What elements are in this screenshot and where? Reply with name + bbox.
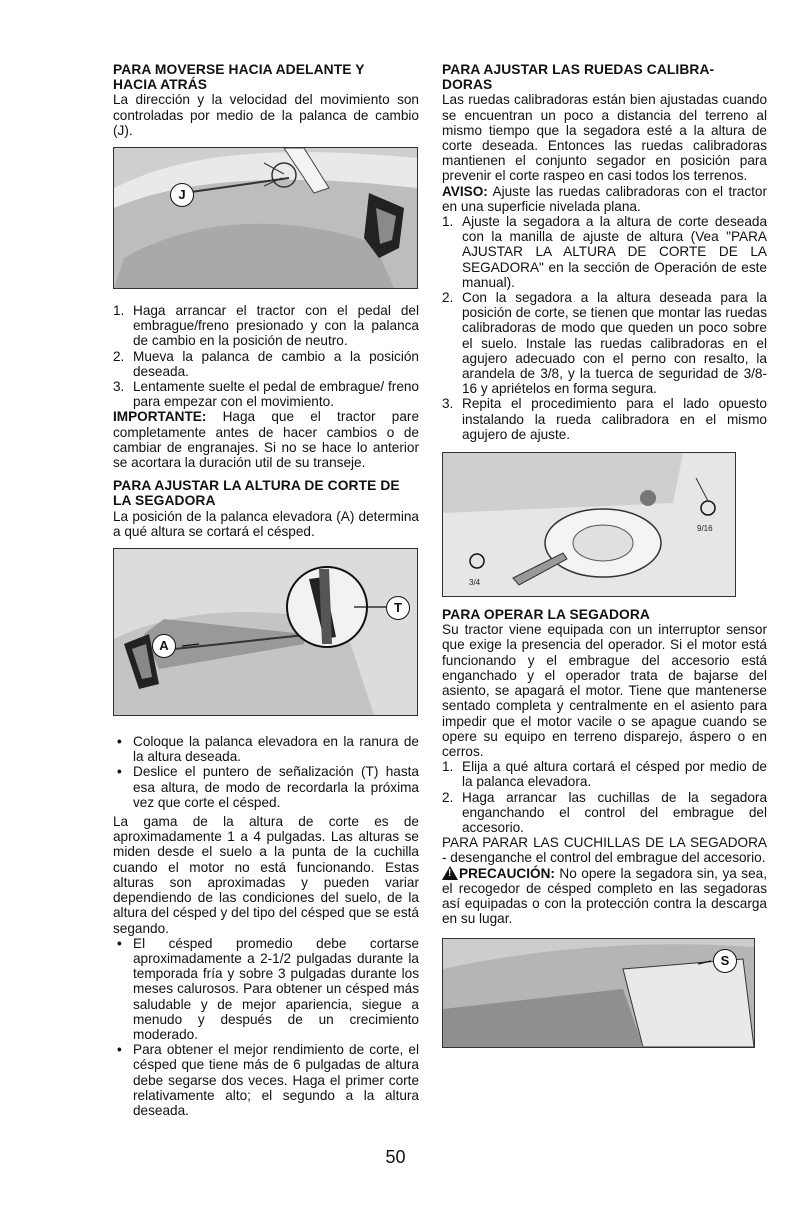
step-number: 3. — [113, 379, 125, 395]
callout-label-j: J — [170, 183, 194, 207]
step-text: Repita el procedimiento para el lado opuesto instalando la rueda calibradora en el mismo agujero de ajuste. — [462, 396, 767, 442]
step-item — [442, 214, 767, 290]
step-item — [113, 379, 419, 409]
step-text: Elija a qué altura cortará el césped por medio de la palanca elevadora. — [462, 759, 767, 790]
bullet-dot-icon: • — [117, 935, 122, 951]
gauge-wheel-illustration — [443, 453, 735, 596]
callout-label-a: A — [152, 634, 176, 658]
heading-operate-mower: PARA OPERAR LA SEGADORA — [442, 607, 650, 623]
bullet-dot-icon: • — [117, 1042, 122, 1058]
important-note — [113, 409, 419, 470]
heading-line: LA SEGADORA — [113, 493, 216, 509]
page-number: 50 — [385, 1147, 406, 1167]
important-text: Haga que el tractor pare completamente antes de hacer cambios o de cambiar de engranajes. Si no se hace lo anterior se acortara la duración util de su transeje. — [113, 409, 419, 471]
dimension-label-9-16: 9/16 — [697, 524, 713, 534]
bullet-text: Para obtener el mejor rendimiento de corte, el césped que tiene más de 6 pulgadas de altura debe segarse dos veces. Haga el primer corte relativamente alto; el segundo a la altura deseada. — [133, 1042, 419, 1118]
callout-label-s: S — [713, 949, 737, 973]
important-label: IMPORTANTE: — [113, 409, 207, 425]
left-column — [113, 62, 419, 1118]
dimension-label-3-4: 3/4 — [469, 578, 481, 588]
lift-lever-figure — [113, 548, 418, 716]
step-item — [113, 349, 419, 379]
heading-line: DORAS — [442, 77, 493, 93]
heading-line: PARA MOVERSE HACIA ADELANTE Y — [113, 62, 365, 77]
bullet-item — [113, 936, 419, 1042]
bullet-dot-icon: • — [117, 734, 122, 750]
heading-cutting-height — [113, 478, 419, 508]
discharge-illustration — [443, 939, 754, 1047]
operate-mower-steps — [442, 759, 767, 835]
cutting-range-paragraph: La gama de la altura de corte es de aproximadamente 1 a 4 pulgadas. Las alturas se miden desde el suelo a la punta de la cuchilla cuando el motor no está funcionando. Estas alturas son aproximadas y pueden variar dependiendo de las condiciones del suelo, de la altura del césped y del tipo del césped que se está segando. — [113, 814, 419, 936]
step-item — [442, 790, 767, 836]
aviso-text: Ajuste las ruedas calibradoras con el tractor en una superficie nivelada plana. — [442, 183, 767, 214]
caution-note — [442, 866, 767, 927]
mowing-tips-bullets — [113, 936, 419, 1118]
gauge-wheels-steps — [442, 214, 767, 442]
caution-text: No opere la segadora sin, ya sea, el recogedor de césped completo en las segadoras así equipadas o con la protección contra la descarga en su lugar. — [442, 865, 767, 927]
step-number: 2. — [442, 290, 454, 306]
step-text: Mueva la palanca de cambio a la posición deseada. — [133, 348, 419, 379]
step-number: 2. — [113, 348, 125, 364]
stop-blades-paragraph: PARA PARAR LAS CUCHILLAS DE LA SEGADORA - desenganche el control del embrague del accesorio. — [442, 835, 767, 866]
bullet-item — [113, 1042, 419, 1118]
bullet-item — [113, 734, 419, 764]
bullet-text: El césped promedio debe cortarse aproximadamente a 2-1/2 pulgadas durante la temporada fría y sobre 3 pulgadas durante los meses calurosos. Para obtener un césped más saludable y de mejor apariencia, siegue a menudo y después de un crecimiento moderado. — [133, 935, 419, 1042]
cutting-height-intro: La posición de la palanca elevadora (A) determina a qué altura se cortará el césped. — [113, 508, 419, 539]
heading-line: HACIA ATRÁS — [113, 77, 208, 93]
step-number: 1. — [442, 759, 454, 775]
bullet-item — [113, 764, 419, 810]
step-item — [442, 396, 767, 442]
forward-reverse-steps — [113, 303, 419, 409]
aviso-label: AVISO: — [442, 183, 488, 199]
bullet-text: Coloque la palanca elevadora en la ranura de la altura deseada. — [133, 734, 419, 765]
aviso-note — [442, 184, 767, 214]
caution-label: PRECAUCIÓN: — [459, 865, 555, 881]
heading-forward-reverse — [113, 62, 419, 92]
bullet-text: Deslice el puntero de señalización (T) hasta esa altura, de modo de recordarla la próxima vez que corte el césped. — [133, 764, 419, 810]
step-text: Con la segadora a la altura deseada para la posición de corte, se tienen que montar las ruedas calibradoras de modo que queden un poco sobre el suelo. Instale las ruedas calibradoras en el agujero adecuado con el perno con resalto, la arandela de 3/8, y la tuerca de seguridad de 3/8-16 y apriételos en forma segura. — [462, 290, 767, 397]
warning-triangle-icon: ! — [442, 866, 458, 880]
heading-gauge-wheels — [442, 62, 767, 92]
step-number: 1. — [113, 303, 125, 319]
gauge-wheels-intro: Las ruedas calibradoras están bien ajustadas cuando se encuentran un poco a distancia del terreno al mismo tiempo que la segadora esté a la altura de corte deseada. Entonces las ruedas calibradoras mantienen el conjunto segador en posición para prevenir el corte raspeo en casi todos los terrenos. — [442, 92, 767, 184]
step-text: Haga arrancar las cuchillas de la segadora enganchando el control del embrague del accesorio. — [462, 789, 767, 835]
step-item — [442, 290, 767, 396]
lift-lever-illustration — [114, 549, 417, 715]
gauge-wheel-figure — [442, 452, 736, 597]
operate-mower-intro: Su tractor viene equipada con un interruptor sensor que exige la presencia del operador. Si el motor está funcionando y el embrague del accesorio está enganchado y el operador trata de bajarse del asiento, se apagará el motor. Tiene que mantenerse sentado completa y centralmente en el asiento para impedir que el motor vacile o se apague cuando se opere su equipo en terreno disparejo, áspero o en cerros. — [442, 622, 767, 759]
right-column — [442, 62, 767, 1048]
step-item — [442, 759, 767, 789]
callout-label-t: T — [386, 596, 410, 620]
step-number: 1. — [442, 214, 454, 230]
discharge-figure — [442, 938, 755, 1048]
step-text: Ajuste la segadora a la altura de corte deseada con la manilla de ajuste de altura (Vea "PARA AJUSTAR LA ALTURA DE CORTE DE LA SEGADORA" en la sección de Operación de este manual). — [462, 214, 767, 290]
heading-line: PARA AJUSTAR LA ALTURA DE CORTE DE — [113, 478, 400, 494]
step-item — [113, 303, 419, 349]
step-text: Lentamente suelte el pedal de embrague/ freno para empezar con el movimiento. — [133, 379, 419, 410]
bullet-dot-icon: • — [117, 764, 122, 780]
cutting-height-bullets — [113, 734, 419, 810]
step-number: 3. — [442, 396, 454, 412]
step-text: Haga arrancar el tractor con el pedal del embrague/freno presionado y con la palanca de cambio en la posición de neutro. — [133, 303, 419, 349]
shift-lever-figure — [113, 147, 418, 289]
heading-line: PARA AJUSTAR LAS RUEDAS CALIBRA- — [442, 62, 715, 77]
step-number: 2. — [442, 789, 454, 805]
shift-lever-illustration — [114, 148, 417, 288]
forward-reverse-intro: La dirección y la velocidad del movimiento son controladas por medio de la palanca de cambio (J). — [113, 92, 419, 138]
